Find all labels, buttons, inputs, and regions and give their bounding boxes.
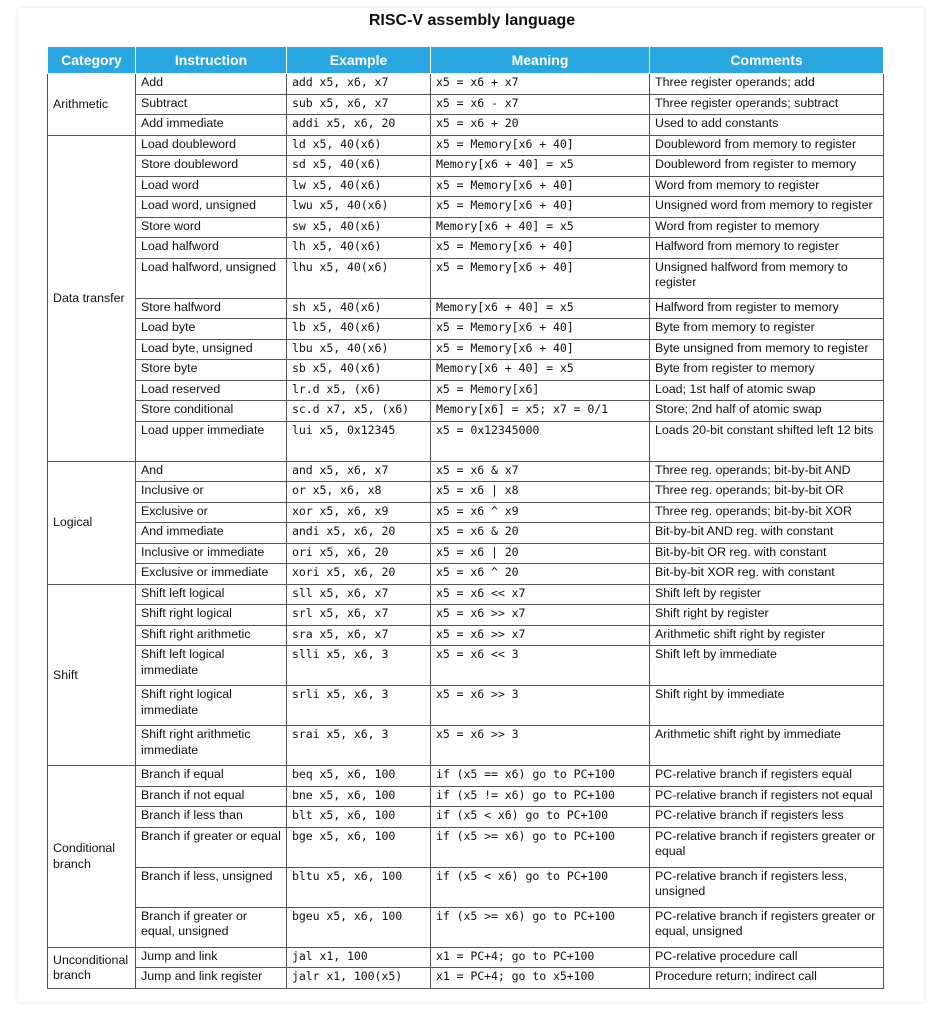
comments-cell: Three reg. operands; bit-by-bit AND [650, 461, 884, 482]
meaning-cell: Memory[x6] = x5; x7 = 0/1 [431, 401, 650, 422]
instruction-cell: Branch if greater or equal [136, 827, 287, 867]
meaning-cell: x5 = x6 | 20 [431, 543, 650, 564]
comments-cell: Shift left by register [650, 584, 884, 605]
comments-cell: Unsigned halfword from memory to register [650, 258, 884, 298]
table-row [48, 625, 884, 646]
comments-cell: Three reg. operands; bit-by-bit OR [650, 482, 884, 503]
instruction-cell: Add [136, 74, 287, 95]
comments-cell: Halfword from memory to register [650, 238, 884, 259]
meaning-cell: if (x5 < x6) go to PC+100 [431, 867, 650, 907]
table-row [48, 584, 884, 605]
example-cell: blt x5, x6, 100 [287, 807, 431, 828]
comments-cell: Bit-by-bit AND reg. with constant [650, 523, 884, 544]
instruction-cell: Shift right logical immediate [136, 686, 287, 726]
comments-cell: Loads 20-bit constant shifted left 12 bits [650, 421, 884, 461]
instruction-cell: Inclusive or [136, 482, 287, 503]
comments-cell: Three register operands; add [650, 74, 884, 95]
example-cell: sd x5, 40(x6) [287, 156, 431, 177]
meaning-cell: Memory[x6 + 40] = x5 [431, 360, 650, 381]
meaning-cell: x5 = x6 | x8 [431, 482, 650, 503]
meaning-cell: x5 = x6 ^ 20 [431, 564, 650, 585]
meaning-cell: x5 = Memory[x6 + 40] [431, 176, 650, 197]
category-cell: Logical [48, 461, 136, 584]
comments-cell: Byte from register to memory [650, 360, 884, 381]
comments-cell: Three reg. operands; bit-by-bit XOR [650, 502, 884, 523]
meaning-cell: x5 = x6 >> x7 [431, 625, 650, 646]
meaning-cell: x5 = Memory[x6 + 40] [431, 339, 650, 360]
instruction-cell: Branch if not equal [136, 786, 287, 807]
meaning-cell: x5 = x6 << 3 [431, 646, 650, 686]
meaning-cell: if (x5 >= x6) go to PC+100 [431, 827, 650, 867]
header-category: Category [48, 47, 136, 74]
example-cell: lbu x5, 40(x6) [287, 339, 431, 360]
table-row [48, 766, 884, 787]
comments-cell: PC-relative branch if registers greater or equal [650, 827, 884, 867]
comments-cell: Shift right by register [650, 605, 884, 626]
example-cell: sh x5, 40(x6) [287, 298, 431, 319]
table-row [48, 74, 884, 95]
comments-cell: Unsigned word from memory to register [650, 197, 884, 218]
category-cell: Data transfer [48, 135, 136, 461]
example-cell: sra x5, x6, x7 [287, 625, 431, 646]
comments-cell: PC-relative branch if registers less, unsigned [650, 867, 884, 907]
comments-cell: Arithmetic shift right by register [650, 625, 884, 646]
example-cell: xor x5, x6, x9 [287, 502, 431, 523]
instruction-cell: Subtract [136, 94, 287, 115]
comments-cell: Arithmetic shift right by immediate [650, 726, 884, 766]
comments-cell: Load; 1st half of atomic swap [650, 380, 884, 401]
header-meaning: Meaning [431, 47, 650, 74]
example-cell: xori x5, x6, 20 [287, 564, 431, 585]
table-row [48, 421, 884, 461]
meaning-cell: x5 = Memory[x6 + 40] [431, 238, 650, 259]
comments-cell: Halfword from register to memory [650, 298, 884, 319]
table-row [48, 807, 884, 828]
meaning-cell: if (x5 != x6) go to PC+100 [431, 786, 650, 807]
table-row [48, 867, 884, 907]
meaning-cell: x5 = x6 >> 3 [431, 686, 650, 726]
example-cell: bne x5, x6, 100 [287, 786, 431, 807]
example-cell: srli x5, x6, 3 [287, 686, 431, 726]
comments-cell: Bit-by-bit OR reg. with constant [650, 543, 884, 564]
category-cell: Shift [48, 584, 136, 766]
meaning-cell: if (x5 == x6) go to PC+100 [431, 766, 650, 787]
example-cell: lb x5, 40(x6) [287, 319, 431, 340]
comments-cell: Shift right by immediate [650, 686, 884, 726]
meaning-cell: x5 = x6 >> 3 [431, 726, 650, 766]
instruction-cell: Store conditional [136, 401, 287, 422]
meaning-cell: x5 = x6 ^ x9 [431, 502, 650, 523]
table-row [48, 482, 884, 503]
meaning-cell: if (x5 < x6) go to PC+100 [431, 807, 650, 828]
category-cell: Unconditional branch [48, 947, 136, 988]
instruction-cell: Jump and link register [136, 968, 287, 989]
table-row [48, 907, 884, 947]
table-row [48, 502, 884, 523]
meaning-cell: x1 = PC+4; go to x5+100 [431, 968, 650, 989]
meaning-cell: if (x5 >= x6) go to PC+100 [431, 907, 650, 947]
example-cell: andi x5, x6, 20 [287, 523, 431, 544]
example-cell: bgeu x5, x6, 100 [287, 907, 431, 947]
example-cell: jalr x1, 100(x5) [287, 968, 431, 989]
header-example: Example [287, 47, 431, 74]
example-cell: lhu x5, 40(x6) [287, 258, 431, 298]
example-cell: lw x5, 40(x6) [287, 176, 431, 197]
example-cell: and x5, x6, x7 [287, 461, 431, 482]
table-row [48, 401, 884, 422]
instruction-cell: Shift right arithmetic immediate [136, 726, 287, 766]
comments-cell: PC-relative branch if registers less [650, 807, 884, 828]
instruction-cell: Jump and link [136, 947, 287, 968]
table-row [48, 686, 884, 726]
meaning-cell: x5 = x6 & 20 [431, 523, 650, 544]
example-cell: lh x5, 40(x6) [287, 238, 431, 259]
example-cell: addi x5, x6, 20 [287, 115, 431, 136]
table-row [48, 523, 884, 544]
meaning-cell: Memory[x6 + 40] = x5 [431, 156, 650, 177]
comments-cell: Bit-by-bit XOR reg. with constant [650, 564, 884, 585]
table-row [48, 947, 884, 968]
instruction-cell: Store doubleword [136, 156, 287, 177]
example-cell: sc.d x7, x5, (x6) [287, 401, 431, 422]
instruction-cell: Store byte [136, 360, 287, 381]
meaning-cell: x5 = Memory[x6 + 40] [431, 135, 650, 156]
comments-cell: PC-relative procedure call [650, 947, 884, 968]
table-row [48, 135, 884, 156]
meaning-cell: x5 = x6 + 20 [431, 115, 650, 136]
instruction-cell: Exclusive or immediate [136, 564, 287, 585]
meaning-cell: x5 = x6 - x7 [431, 94, 650, 115]
instruction-cell: Shift right arithmetic [136, 625, 287, 646]
instruction-cell: Branch if equal [136, 766, 287, 787]
meaning-cell: Memory[x6 + 40] = x5 [431, 298, 650, 319]
comments-cell: PC-relative branch if registers equal [650, 766, 884, 787]
table-row [48, 646, 884, 686]
meaning-cell: x5 = x6 << x7 [431, 584, 650, 605]
instruction-cell: Load upper immediate [136, 421, 287, 461]
example-cell: lui x5, 0x12345 [287, 421, 431, 461]
instruction-cell: Load reserved [136, 380, 287, 401]
example-cell: slli x5, x6, 3 [287, 646, 431, 686]
example-cell: srai x5, x6, 3 [287, 726, 431, 766]
instruction-cell: Shift left logical immediate [136, 646, 287, 686]
table-row [48, 564, 884, 585]
meaning-cell: Memory[x6 + 40] = x5 [431, 217, 650, 238]
example-cell: srl x5, x6, x7 [287, 605, 431, 626]
meaning-cell: x5 = Memory[x6 + 40] [431, 258, 650, 298]
comments-cell: Doubleword from memory to register [650, 135, 884, 156]
instruction-cell: Branch if less, unsigned [136, 867, 287, 907]
comments-cell: Procedure return; indirect call [650, 968, 884, 989]
instruction-cell: And [136, 461, 287, 482]
instruction-table [47, 46, 884, 989]
instruction-cell: Load halfword, unsigned [136, 258, 287, 298]
page-title: RISC-V assembly language [368, 12, 576, 29]
table-row [48, 238, 884, 259]
table-row [48, 461, 884, 482]
example-cell: ori x5, x6, 20 [287, 543, 431, 564]
comments-cell: Byte unsigned from memory to register [650, 339, 884, 360]
table-row [48, 115, 884, 136]
instruction-cell: Store word [136, 217, 287, 238]
instruction-cell: Add immediate [136, 115, 287, 136]
instruction-cell: Load doubleword [136, 135, 287, 156]
meaning-cell: x1 = PC+4; go to PC+100 [431, 947, 650, 968]
example-cell: beq x5, x6, 100 [287, 766, 431, 787]
table-row [48, 380, 884, 401]
example-cell: or x5, x6, x8 [287, 482, 431, 503]
example-cell: sll x5, x6, x7 [287, 584, 431, 605]
table-row [48, 197, 884, 218]
instruction-cell: Branch if less than [136, 807, 287, 828]
instruction-cell: Load word, unsigned [136, 197, 287, 218]
example-cell: sw x5, 40(x6) [287, 217, 431, 238]
example-cell: lwu x5, 40(x6) [287, 197, 431, 218]
comments-cell: PC-relative branch if registers not equal [650, 786, 884, 807]
example-cell: sub x5, x6, x7 [287, 94, 431, 115]
example-cell: ld x5, 40(x6) [287, 135, 431, 156]
table-row [48, 968, 884, 989]
instruction-cell: Load byte, unsigned [136, 339, 287, 360]
table-row [48, 217, 884, 238]
meaning-cell: x5 = Memory[x6 + 40] [431, 319, 650, 340]
instruction-cell: Shift left logical [136, 584, 287, 605]
table-row [48, 176, 884, 197]
table-body [48, 74, 884, 989]
comments-cell: Word from memory to register [650, 176, 884, 197]
comments-cell: PC-relative branch if registers greater or equal, unsigned [650, 907, 884, 947]
instruction-cell: Branch if greater or equal, unsigned [136, 907, 287, 947]
comments-cell: Byte from memory to register [650, 319, 884, 340]
example-cell: sb x5, 40(x6) [287, 360, 431, 381]
example-cell: lr.d x5, (x6) [287, 380, 431, 401]
meaning-cell: x5 = x6 + x7 [431, 74, 650, 95]
table-row [48, 94, 884, 115]
instruction-cell: Inclusive or immediate [136, 543, 287, 564]
instruction-cell: And immediate [136, 523, 287, 544]
instruction-cell: Store halfword [136, 298, 287, 319]
instruction-cell: Load byte [136, 319, 287, 340]
comments-cell: Shift left by immediate [650, 646, 884, 686]
table-row [48, 339, 884, 360]
category-cell: Arithmetic [48, 74, 136, 136]
table-row [48, 543, 884, 564]
table-row [48, 258, 884, 298]
example-cell: add x5, x6, x7 [287, 74, 431, 95]
table-row [48, 726, 884, 766]
comments-cell: Word from register to memory [650, 217, 884, 238]
table-header-row [48, 47, 884, 74]
comments-cell: Used to add constants [650, 115, 884, 136]
meaning-cell: x5 = x6 & x7 [431, 461, 650, 482]
table-row [48, 360, 884, 381]
example-cell: jal x1, 100 [287, 947, 431, 968]
example-cell: bltu x5, x6, 100 [287, 867, 431, 907]
meaning-cell: x5 = 0x12345000 [431, 421, 650, 461]
header-comments: Comments [650, 47, 884, 74]
table-row [48, 298, 884, 319]
meaning-cell: x5 = Memory[x6] [431, 380, 650, 401]
category-cell: Conditional branch [48, 766, 136, 948]
comments-cell: Three register operands; subtract [650, 94, 884, 115]
comments-cell: Store; 2nd half of atomic swap [650, 401, 884, 422]
meaning-cell: x5 = Memory[x6 + 40] [431, 197, 650, 218]
instruction-cell: Shift right logical [136, 605, 287, 626]
table-row [48, 156, 884, 177]
table-row [48, 319, 884, 340]
comments-cell: Doubleword from register to memory [650, 156, 884, 177]
header-instruction: Instruction [136, 47, 287, 74]
table-row [48, 786, 884, 807]
instruction-cell: Load halfword [136, 238, 287, 259]
meaning-cell: x5 = x6 >> x7 [431, 605, 650, 626]
example-cell: bge x5, x6, 100 [287, 827, 431, 867]
instruction-cell: Exclusive or [136, 502, 287, 523]
table-row [48, 605, 884, 626]
instruction-cell: Load word [136, 176, 287, 197]
table-row [48, 827, 884, 867]
